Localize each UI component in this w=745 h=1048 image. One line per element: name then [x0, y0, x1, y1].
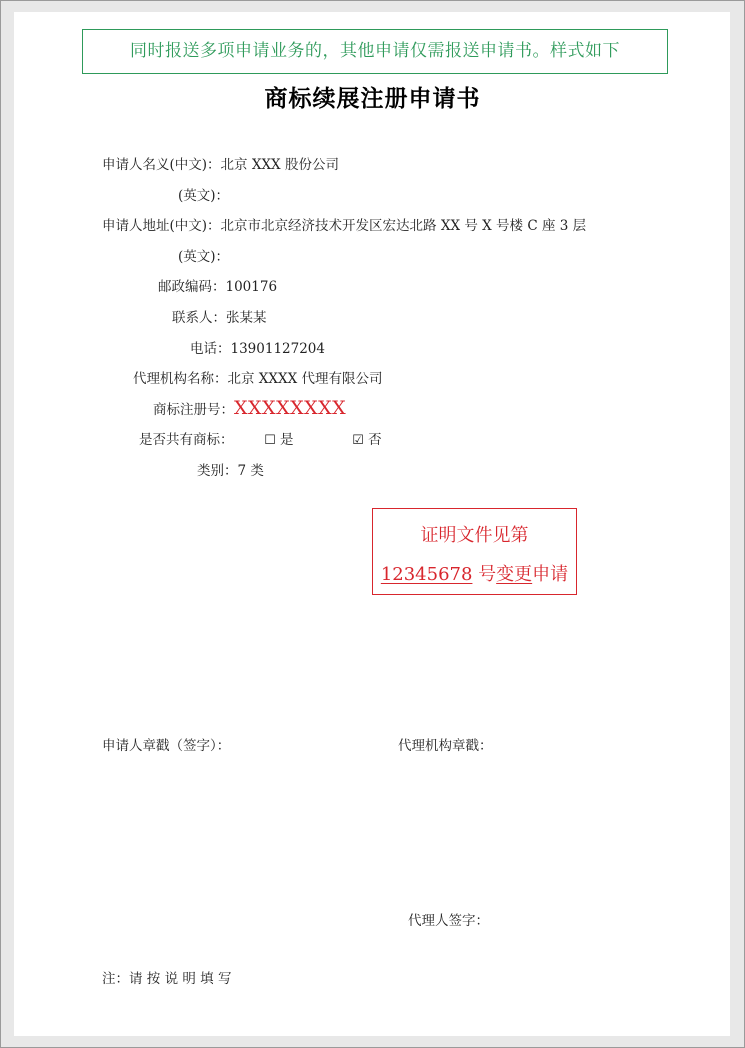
regno-value: XXXXXXXX	[234, 397, 347, 419]
applicant-addr-en-label: (英文)：	[178, 249, 230, 265]
class-label: 类别：	[197, 463, 238, 479]
postcode-row	[158, 277, 277, 297]
shared-no-checkbox[interactable]: ☑	[352, 433, 364, 448]
proof-line1: 证明文件见第	[420, 525, 529, 546]
proof-line2	[373, 560, 576, 586]
proof-biangeng: 变更	[496, 564, 533, 585]
contact-value: 张某某	[226, 310, 267, 326]
proof-number: 12345678	[380, 564, 473, 585]
agent-sign-label: 代理人签字：	[408, 913, 489, 929]
agency-row	[133, 369, 383, 389]
shared-yes-checkbox[interactable]: ☐	[264, 433, 276, 448]
applicant-name-en-label: (英文)：	[178, 188, 230, 204]
proof-document-box	[372, 508, 577, 595]
notice-banner: 同时报送多项申请业务的，其他申请仅需报送申请书。样式如下	[82, 29, 668, 74]
class-value: 7 类	[237, 463, 264, 479]
shared-yes-label: 是	[280, 432, 294, 448]
class-row	[197, 461, 264, 481]
contact-label: 联系人：	[172, 310, 226, 326]
applicant-addr-cn-label: 申请人地址(中文)：	[102, 218, 221, 234]
phone-row	[190, 339, 325, 359]
agency-seal-label: 代理机构章戳：	[398, 738, 493, 754]
shared-no-label: 否	[368, 432, 382, 448]
regno-row	[153, 398, 346, 420]
postcode-label: 邮政编码：	[158, 279, 226, 295]
applicant-name-cn-row	[102, 155, 339, 175]
regno-label: 商标注册号：	[153, 402, 234, 418]
page-title: 商标续展注册申请书	[264, 86, 481, 112]
applicant-addr-cn-row	[102, 216, 586, 236]
phone-label: 电话：	[190, 341, 231, 357]
contact-row	[172, 308, 267, 328]
postcode-value: 100176	[225, 279, 278, 295]
phone-value: 13901127204	[230, 341, 325, 357]
agency-label: 代理机构名称：	[133, 371, 228, 387]
applicant-name-cn-label: 申请人名义(中文)：	[102, 157, 221, 173]
footer-note: 注：请 按 说 明 填 写	[102, 971, 232, 987]
proof-hao: 号	[478, 564, 497, 585]
agency-value: 北京 XXXX 代理有限公司	[227, 371, 383, 387]
applicant-name-en-row	[178, 186, 229, 206]
proof-shenqing: 申请	[532, 564, 569, 585]
shared-trademark-row	[139, 430, 382, 451]
shared-label: 是否共有商标：	[139, 432, 234, 448]
applicant-seal-label: 申请人章戳（签字）：	[102, 738, 231, 754]
applicant-name-cn-value: 北京 XXX 股份公司	[220, 157, 339, 173]
applicant-addr-cn-value: 北京市北京经济技术开发区宏达北路 XX 号 X 号楼 C 座 3 层	[220, 218, 587, 234]
applicant-addr-en-row	[178, 247, 229, 267]
